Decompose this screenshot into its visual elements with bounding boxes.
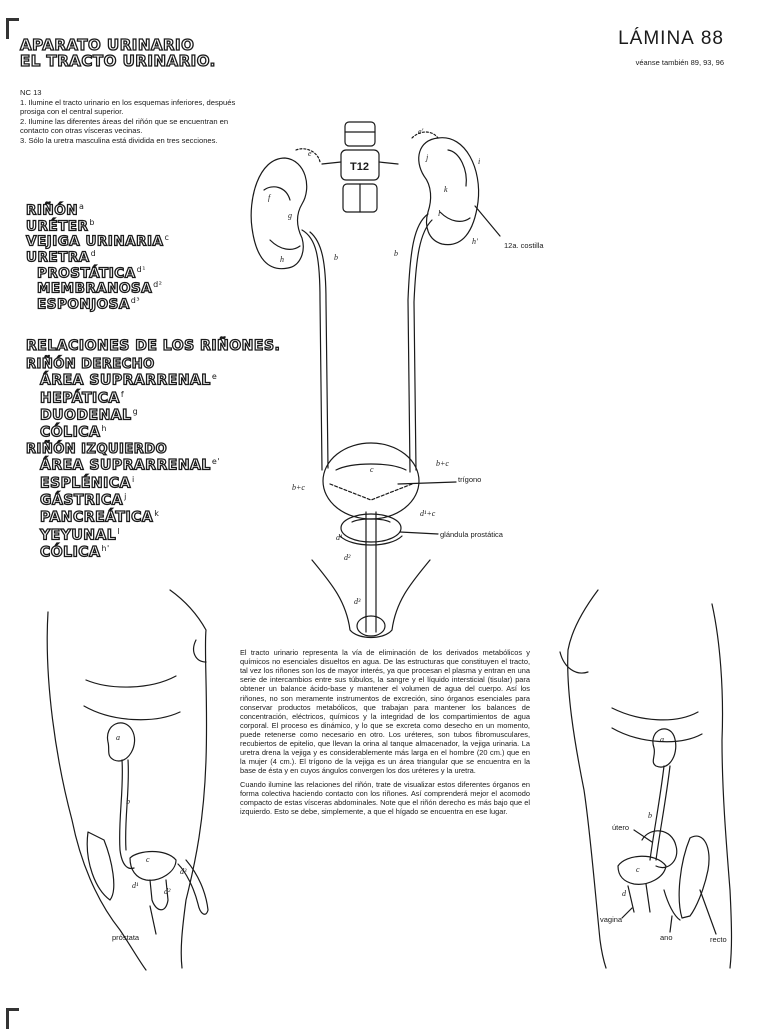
legend-subitem: $MEMBRANOSA^{d^2}$ [37, 280, 163, 297]
svg-text:b+c: b+c [436, 459, 449, 468]
rib-label: 12a. costilla [504, 241, 544, 250]
svg-text:d²: d² [344, 553, 351, 562]
svg-text:f: f [268, 193, 271, 202]
plate-number: 88 [700, 28, 724, 49]
relation-item: ESPLÉNICA$^i$ [40, 474, 135, 492]
prostate-and-urethra [312, 512, 430, 638]
svg-text:b: b [394, 249, 398, 258]
male-urinary-organs [107, 723, 208, 914]
left-kidney-drawing [412, 132, 500, 245]
svg-text:g: g [288, 211, 292, 220]
svg-text:i: i [478, 157, 481, 166]
legend-item: VEJIGA URINARIA$^c$ [26, 233, 170, 250]
relation-item: HEPÁTICA$^f$ [40, 389, 125, 407]
male-torso-outline [47, 590, 206, 970]
svg-text:l: l [438, 209, 441, 218]
relation-item: $CÓLICA^{h'}$ [40, 544, 110, 561]
vagina-label: vagina [600, 915, 623, 924]
svg-text:d: d [622, 889, 626, 898]
see-also-reference: véanse también 89, 93, 96 [635, 58, 724, 67]
right-kidney-heading: RIÑÓN DERECHO [26, 356, 155, 372]
body-paragraph-1: El tracto urinario representa la vía de eliminación de los derivados metabólicos y químicos no esenciales disueltos en agua. De las estructuras que constituyen el tracto, tal vez los riñones son los de mayor interés, ya que procesan el plasma y entran en una serie de intercambios entre sus túbulos, la sangre y el líquido intersticial (tisular) para obtener un balance ácido-base y mantener el volumen de agua del cuerpo. Así los riñones, no son meramente instrumentos de excreción, sino órganos esenciales para conservar productos metabólicos, que trabajan para mantener los balances de concentración, eléctricos, químicos y la integridad de los compartimientos de agua corporal. El proceso es dinámico, y lo que se excreta como desecho en un momento, puede retenerse como necesario en otro. Los uréteres, son tubos fibromusculares, recubiertos de epitelio, que llevan la orina al tanque almacenador, la vejiga urinaria. La uretra drena la vejiga y es considerablemente más larga en el hombre (20 cm.) que en la mujer (4 cm.). El trígono de la vejiga es un área triangular que se encuentra en la base de ésta y en cuyos ángulos convergen los dos uréteres y la uretra. [240, 648, 530, 776]
svg-text:h: h [280, 255, 284, 264]
svg-text:d³: d³ [354, 597, 361, 606]
female-leader-lines [622, 830, 716, 934]
svg-text:d¹: d¹ [336, 533, 343, 542]
relation-item: PANCREÁTICA$^k$ [40, 509, 160, 527]
relations-heading: RELACIONES DE LOS RIÑONES. [26, 338, 281, 354]
svg-text:d³: d³ [180, 867, 187, 876]
svg-text:c: c [146, 855, 150, 864]
female-view-letters [622, 735, 664, 898]
svg-text:b: b [126, 797, 130, 806]
left-kidney-heading: RIÑÓN IZQUIERDO [26, 441, 168, 457]
legend-item: URÉTER$^b$ [26, 217, 95, 235]
descriptive-text [240, 648, 530, 820]
prostate-leader-line [150, 906, 156, 934]
female-torso-outline [560, 590, 732, 968]
instruction-step-1: 1. Ilumine el tracto urinario en los esquemas inferiores, después prosiga con el central superior. [20, 97, 236, 117]
instruction-code: NC 13 [20, 88, 42, 97]
relation-item: ÁREA SUPRARRENAL$^e$ [40, 372, 218, 389]
vertebra-label: T12 [350, 161, 369, 173]
svg-text:c: c [370, 465, 374, 474]
prostate-label: próstata [112, 933, 140, 942]
relation-item: DUODENAL$^g$ [40, 407, 139, 424]
plate-label: LÁMINA [618, 28, 695, 49]
svg-text:b+c: b+c [292, 483, 305, 492]
instruction-step-3: 3. Sólo la uretra masculina está dividida en tres secciones. [20, 135, 218, 145]
right-kidney-drawing [251, 149, 320, 269]
svg-text:b: b [334, 253, 338, 262]
relation-item: YEYUNAL$^l$ [40, 526, 120, 544]
svg-text:d¹+c: d¹+c [420, 509, 436, 518]
instruction-step-2: 2. Ilumine las diferentes áreas del riñón que se encuentran en contacto con otras vísceras vecinas. [20, 116, 229, 136]
diagram-leader-lines [398, 482, 456, 534]
relation-item: ÁREA $SUPRARRENAL^{e'}$ [40, 457, 220, 474]
anus-label: ano [660, 933, 673, 942]
trigone-label: trígono [458, 475, 482, 484]
relation-item: CÓLICA$^h$ [40, 424, 107, 442]
svg-text:e': e' [418, 127, 424, 136]
svg-text:d²: d² [164, 887, 171, 896]
ureters [302, 214, 432, 472]
legend-subitem: $PROSTÁTICA^{d^1}$ [37, 264, 146, 282]
svg-text:b: b [648, 811, 652, 820]
uterus-label: útero [612, 823, 630, 832]
legend-subitem: $ESPONJOSA^{d^3}$ [37, 296, 141, 313]
svg-text:e: e [308, 149, 312, 158]
legend-item: RIÑÓN$^a$ [26, 202, 85, 219]
svg-text:a: a [660, 735, 664, 744]
svg-text:a: a [116, 733, 120, 742]
svg-text:k: k [444, 185, 448, 194]
rectum-label: recto [710, 935, 727, 944]
body-paragraph-2: Cuando ilumine las relaciones del riñón, trate de visualizar estos diferentes órganos en forma colectiva haciendo contacto con los riñones. Así comprenderá mejor el acomodo compacto de estas vísceras abdominales. Note que el riñón derecho es más bajo que el izquierdo. Esto se debe, simplemente, a que el hígado se encuentra en ese lugar. [240, 779, 530, 816]
title-line-1: APARATO URINARIO [20, 36, 195, 54]
vertebral-column [322, 122, 398, 212]
svg-text:h': h' [472, 237, 478, 246]
svg-text:j: j [426, 153, 429, 162]
relation-item: GÁSTRICA$^j$ [40, 492, 127, 509]
urinary-bladder [323, 443, 419, 519]
svg-text:c: c [636, 865, 640, 874]
legend-item: URETRA$^d$ [26, 249, 97, 266]
prostate-gland-label: glándula prostática [440, 530, 503, 539]
title-line-2: EL TRACTO URINARIO. [20, 51, 216, 70]
svg-text:d¹: d¹ [132, 881, 139, 890]
female-urinary-organs [618, 729, 709, 920]
